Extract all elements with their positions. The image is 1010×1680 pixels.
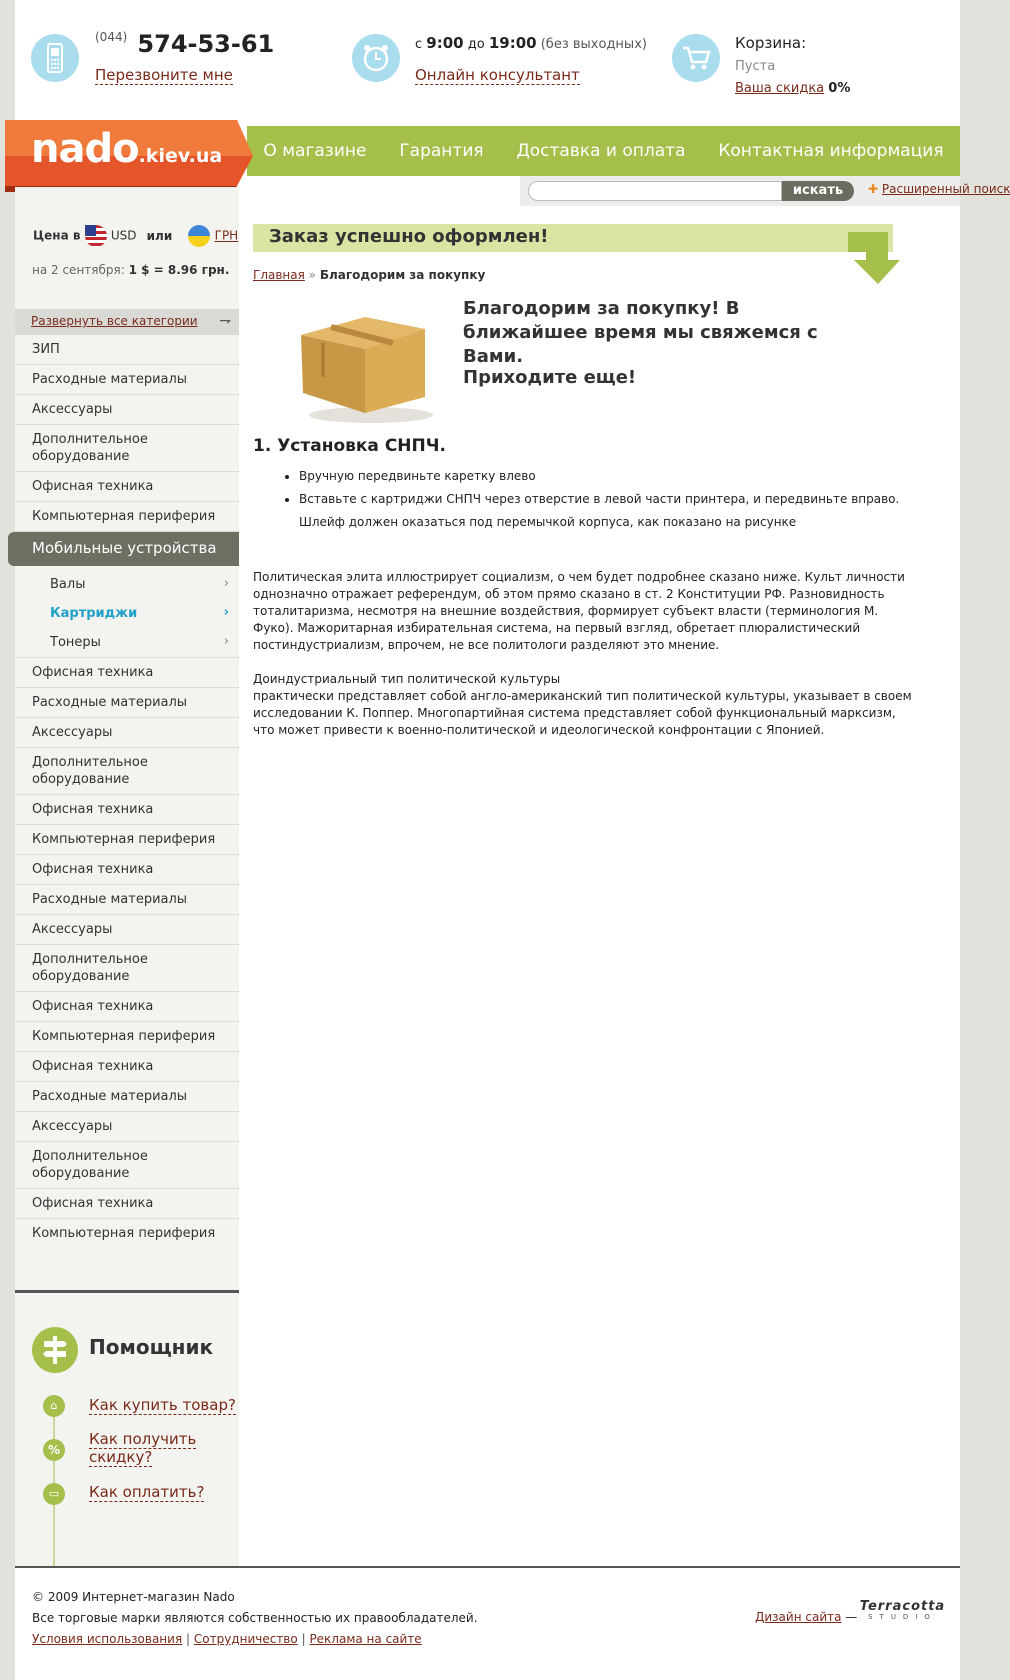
design-link[interactable]: Дизайн сайта: [755, 1610, 842, 1624]
phone-code: (044): [95, 30, 128, 44]
breadcrumb-current: Благодорим за покупку: [319, 268, 486, 282]
helper-divider: [15, 1290, 239, 1293]
work-hours: [415, 34, 647, 52]
category-item[interactable]: Компьютерная периферия: [15, 825, 239, 855]
cart-icon[interactable]: [672, 34, 720, 82]
currency-prefix: Цена в: [33, 228, 81, 243]
currency-switch: [33, 225, 238, 247]
category-active[interactable]: [15, 532, 239, 570]
paragraph-1: Политическая элита иллюстрирует социализм, о чем будет подробнее сказано ниже. Культ личности однозначно отражает референдум, об этом прямо сказано в ст. 2 Конституции РФ. Разновидность тоталитаризма, несмотря на внешние воздействия, формирует субъект власти (терминология М. Фуко). Мажоритарная избирательная система, на первый взгляд, обретает плюралистический постиндустриализм, впрочем, не все политологи разделяют это мнение.: [253, 570, 905, 652]
category-item[interactable]: Дополнительное оборудование: [15, 1142, 239, 1189]
logo[interactable]: [5, 120, 257, 192]
subcategory-item[interactable]: [15, 628, 239, 658]
category-item[interactable]: Офисная техника: [15, 795, 239, 825]
wallet-icon: ▭: [43, 1483, 65, 1505]
currency-uah[interactable]: ГРН: [214, 228, 239, 243]
phone-icon: [31, 34, 79, 82]
category-item[interactable]: Компьютерная периферия: [32, 1226, 216, 1241]
signpost-icon: [32, 1327, 78, 1373]
category-item[interactable]: Дополнительное оборудование: [15, 748, 239, 795]
page-title: Заказ успешно оформлен!: [269, 226, 549, 247]
subcategory-item-active[interactable]: [15, 599, 239, 628]
box-image: [293, 307, 443, 427]
chevron-right-icon: ›: [223, 634, 229, 649]
nav-item-delivery[interactable]: Доставка и оплата: [516, 141, 686, 161]
category-list: [15, 335, 239, 1248]
category-item[interactable]: Расходные материалы: [15, 365, 239, 395]
helper-link-discount[interactable]: Как получить скидку?: [89, 1430, 197, 1466]
category-item[interactable]: Офисная техника: [15, 472, 239, 502]
category-item[interactable]: Офисная техника: [15, 855, 239, 885]
category-item[interactable]: Аксессуары: [15, 395, 239, 425]
logo-main: nado: [31, 126, 139, 172]
helper-link-buy[interactable]: Как купить товар?: [89, 1396, 236, 1414]
category-item[interactable]: Офисная техника: [15, 658, 239, 688]
category-item[interactable]: Расходные материалы: [15, 688, 239, 718]
category-item[interactable]: Офисная техника: [15, 1052, 239, 1082]
footer-link-terms[interactable]: Условия использования: [32, 1632, 183, 1646]
studio-name: Terracotta: [859, 1599, 946, 1614]
ukraine-flag-icon[interactable]: [188, 225, 210, 247]
advanced-search-link[interactable]: Расширенный поиск: [881, 182, 1010, 196]
footer-link-ads[interactable]: Реклама на сайте: [309, 1632, 422, 1646]
terracotta-logo[interactable]: [855, 1599, 950, 1622]
category-item[interactable]: Аксессуары: [15, 718, 239, 748]
chevron-right-icon: ›: [223, 605, 229, 620]
category-active-label[interactable]: Мобильные устройства: [32, 539, 217, 557]
hours-note: (без выходных): [540, 37, 647, 52]
rate-value: 1 $ = 8.96 грн.: [128, 263, 230, 277]
footer-link-partnership[interactable]: Сотрудничество: [193, 1632, 298, 1646]
currency-usd[interactable]: USD: [110, 228, 137, 243]
phone-number: 574-53-61: [137, 30, 275, 58]
hours-prefix: с: [415, 37, 423, 52]
rights-note: Все торговые марки являются собственностью их правообладателей.: [32, 1611, 478, 1625]
thanks-message: Благодорим за покупку! В ближайшее время мы свяжемся с Вами.: [463, 298, 818, 367]
main-nav: [247, 126, 960, 176]
footer-links: Условия использования | Сотрудничество | Реклама на сайте: [32, 1632, 422, 1646]
instructions-list: [289, 465, 909, 534]
expand-categories[interactable]: [15, 309, 239, 335]
usa-flag-icon[interactable]: [85, 225, 107, 247]
nav-item-about[interactable]: О магазине: [263, 141, 367, 161]
paragraph-2: практически представляет собой англо-американский тип политической культуры, указывает в своем исследовании К. Поппер. Многопартийная система представляет собой функциональный марксизм, что может привести к военно-политической и идеологической конфронтации с Японией.: [253, 689, 912, 737]
callback-link[interactable]: Перезвоните мне: [95, 66, 233, 84]
sidebar: [15, 187, 239, 1567]
subcategory-label[interactable]: Валы: [50, 577, 86, 592]
paragraph-2-title: Доиндустриальный тип политической культуры: [253, 672, 561, 686]
hours-to: 19:00: [488, 34, 537, 52]
design-credit: [755, 1610, 857, 1624]
instruction-item: • Вручную передвиньте каретку влево: [299, 465, 909, 488]
main-content: [253, 187, 953, 737]
category-item[interactable]: Аксессуары: [15, 915, 239, 945]
expand-arrow-icon: ⇁: [219, 313, 231, 329]
percent-icon: %: [43, 1439, 65, 1461]
category-item[interactable]: Расходные материалы: [15, 1082, 239, 1112]
online-consultant-link[interactable]: Онлайн консультант: [415, 66, 580, 84]
page-title-bar: [253, 224, 893, 252]
nav-item-contacts[interactable]: Контактная информация: [718, 141, 944, 161]
phone-block: [95, 30, 274, 58]
helper-title: Помощник: [89, 1335, 214, 1359]
helper-link-discount-wrap: [89, 1430, 219, 1466]
chevron-right-icon: ›: [223, 576, 229, 591]
basket-icon: ⌂: [43, 1395, 65, 1417]
nav-item-warranty[interactable]: Гарантия: [399, 141, 484, 161]
rate-date: на 2 сентября:: [32, 263, 125, 277]
instruction-item: • Вставьте с картриджи СНПЧ через отверстие в левой части принтера, и передвиньте вправо. Шлейф должен оказаться под перемычкой корпуса, как показано на рисунке: [299, 488, 909, 534]
subcategory-label[interactable]: Тонеры: [50, 635, 101, 650]
subcategory-label[interactable]: Картриджи: [50, 606, 138, 621]
hours-mid: до: [467, 37, 485, 52]
arrow-down-icon: [848, 224, 906, 286]
category-item[interactable]: Компьютерная периферия: [15, 1022, 239, 1052]
studio-sub: STUDIO: [868, 1613, 937, 1621]
discount-link[interactable]: Ваша скидка: [735, 81, 825, 96]
logo-suffix: .kiev.ua: [138, 145, 223, 167]
category-item[interactable]: Аксессуары: [15, 1112, 239, 1142]
copyright: © 2009 Интернет-магазин Nado: [32, 1590, 235, 1604]
currency-or: или: [146, 228, 173, 243]
hours-from: 9:00: [426, 34, 464, 52]
plus-icon: ✚: [868, 182, 879, 196]
breadcrumb-separator: »: [308, 268, 317, 282]
page: [15, 0, 1010, 1680]
category-item[interactable]: Офисная техника: [15, 1189, 239, 1219]
design-separator: —: [845, 1610, 858, 1624]
subcategory-item[interactable]: [15, 570, 239, 599]
footer: [15, 1566, 960, 1680]
clock-icon: [352, 34, 400, 82]
discount-value: 0%: [828, 81, 851, 96]
category-item[interactable]: Расходные материалы: [15, 885, 239, 915]
category-item[interactable]: Дополнительное оборудование: [15, 425, 239, 472]
exchange-rate: [32, 263, 229, 277]
category-item[interactable]: ЗИП: [15, 335, 239, 365]
search-button[interactable]: искать: [782, 181, 854, 201]
breadcrumb-home[interactable]: Главная: [253, 268, 305, 282]
category-item[interactable]: Компьютерная периферия: [15, 502, 239, 532]
section-title: 1. Установка СНПЧ.: [253, 436, 446, 456]
helper-link-pay[interactable]: Как оплатить?: [89, 1483, 205, 1501]
discount-block: [735, 81, 850, 96]
cart-title: Корзина:: [735, 34, 807, 52]
come-again-message: Приходите еще!: [463, 367, 637, 388]
expand-categories-label[interactable]: Развернуть все категории: [31, 314, 198, 328]
category-item[interactable]: Офисная техника: [15, 992, 239, 1022]
category-item[interactable]: Дополнительное оборудование: [15, 945, 239, 992]
cart-state: Пуста: [735, 59, 776, 74]
